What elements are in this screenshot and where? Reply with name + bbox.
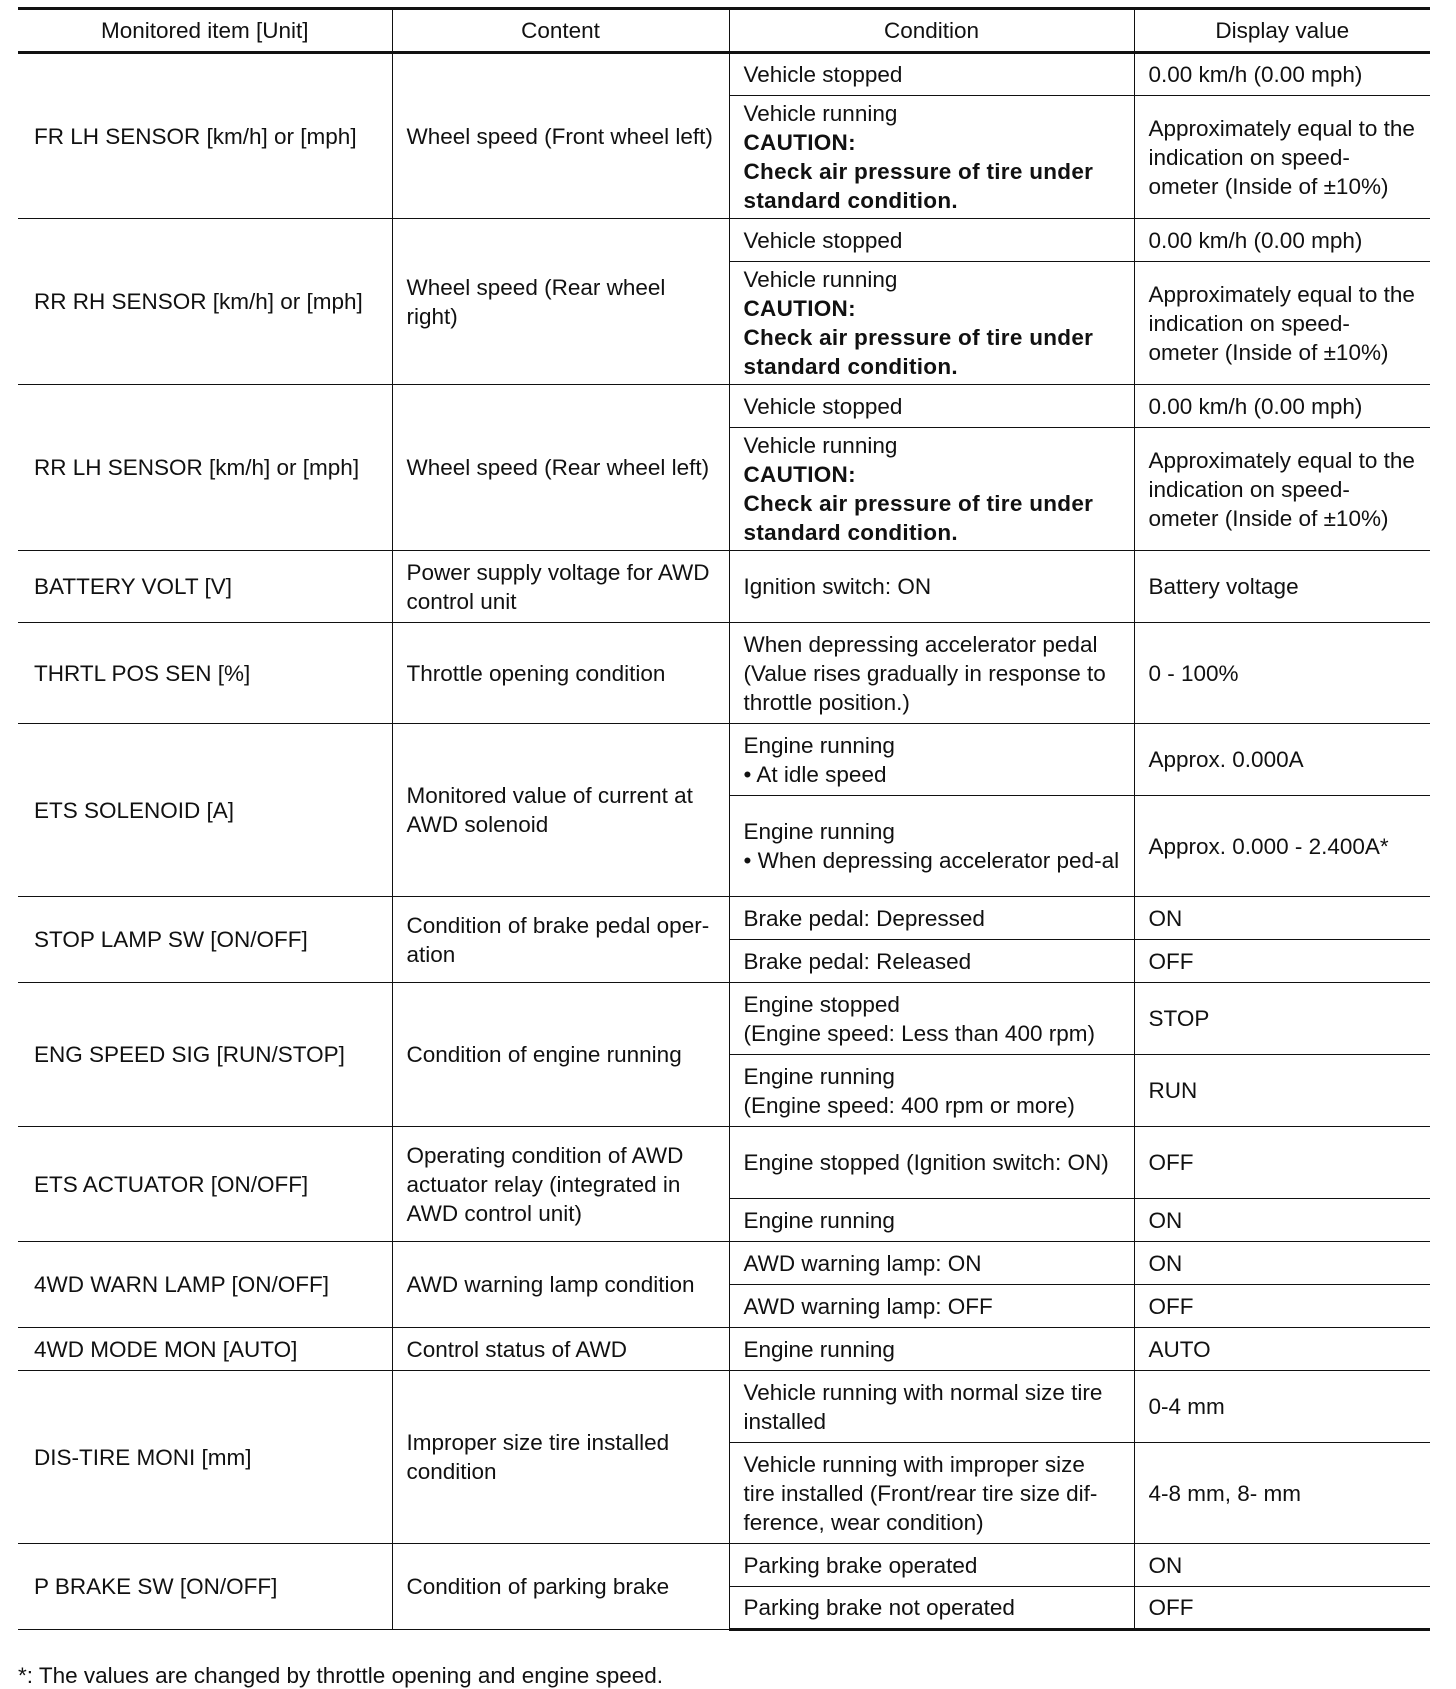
condition-cell [729, 428, 1134, 551]
condition-cell: AWD warning lamp: OFF [729, 1285, 1134, 1328]
table-row [18, 983, 1430, 1055]
content-cell: Operating condition of AWD actuator relay (integrated in AWD control unit) [392, 1127, 729, 1242]
display-value-cell: Approximately equal to the indication on speed-ometer (Inside of ±10%) [1134, 262, 1430, 385]
monitored-item-cell: 4WD MODE MON [AUTO] [18, 1328, 392, 1371]
monitored-item-cell: DIS-TIRE MONI [mm] [18, 1371, 392, 1544]
display-value-cell: STOP [1134, 983, 1430, 1055]
caution-text: Check air pressure of tire under standard condition. [743, 325, 1094, 379]
content-cell: Wheel speed (Rear wheel left) [392, 385, 729, 551]
table-header-row [18, 9, 1430, 53]
condition-cell: Brake pedal: Released [729, 940, 1134, 983]
condition-cell: AWD warning lamp: ON [729, 1242, 1134, 1285]
condition-cell [729, 724, 1134, 796]
monitored-item-cell: 4WD WARN LAMP [ON/OFF] [18, 1242, 392, 1328]
table-row [18, 1127, 1430, 1199]
table-row [18, 1544, 1430, 1587]
monitored-item-cell: ETS SOLENOID [A] [18, 724, 392, 897]
condition-subtext: (Engine speed: 400 rpm or more) [743, 1092, 1075, 1118]
content-cell: Improper size tire installed condition [392, 1371, 729, 1544]
display-value-cell: OFF [1134, 940, 1430, 983]
header-content: Content [392, 9, 729, 53]
condition-cell: Vehicle stopped [729, 385, 1134, 428]
monitored-item-cell: BATTERY VOLT [V] [18, 551, 392, 623]
condition-bullet: • At idle speed [743, 761, 887, 787]
content-cell: Control status of AWD [392, 1328, 729, 1371]
header-condition: Condition [729, 9, 1134, 53]
display-value-cell: ON [1134, 897, 1430, 940]
condition-text: Engine stopped [743, 991, 900, 1017]
condition-cell: Parking brake operated [729, 1544, 1134, 1587]
table-row [18, 1242, 1430, 1285]
condition-cell: Parking brake not operated [729, 1587, 1134, 1630]
display-value-cell: 4-8 mm, 8- mm [1134, 1443, 1430, 1544]
table-row [18, 551, 1430, 623]
condition-cell: Vehicle stopped [729, 219, 1134, 262]
content-cell: Condition of engine running [392, 983, 729, 1127]
display-value-cell: Approximately equal to the indication on speed-ometer (Inside of ±10%) [1134, 96, 1430, 219]
content-cell: Monitored value of current at AWD solenoid [392, 724, 729, 897]
display-value-cell: Battery voltage [1134, 551, 1430, 623]
monitored-item-cell: RR RH SENSOR [km/h] or [mph] [18, 219, 392, 385]
display-value-cell: OFF [1134, 1587, 1430, 1630]
monitored-item-cell: RR LH SENSOR [km/h] or [mph] [18, 385, 392, 551]
display-value-cell: RUN [1134, 1055, 1430, 1127]
condition-text: Engine running [743, 732, 895, 758]
table-row [18, 219, 1430, 262]
condition-cell [729, 796, 1134, 897]
condition-cell: Vehicle running with improper size tire installed (Front/rear tire size dif-ference, wear condition) [729, 1443, 1134, 1544]
condition-cell: Engine stopped (Ignition switch: ON) [729, 1127, 1134, 1199]
caution-label: CAUTION: [743, 130, 856, 155]
condition-text: Engine running [743, 1063, 895, 1089]
display-value-cell: AUTO [1134, 1328, 1430, 1371]
monitored-item-cell: FR LH SENSOR [km/h] or [mph] [18, 53, 392, 219]
monitored-item-cell: ETS ACTUATOR [ON/OFF] [18, 1127, 392, 1242]
display-value-cell: OFF [1134, 1127, 1430, 1199]
condition-cell: When depressing accelerator pedal (Value rises gradually in response to throttle position.) [729, 623, 1134, 724]
condition-text: Vehicle running [743, 101, 898, 126]
display-value-cell: 0.00 km/h (0.00 mph) [1134, 53, 1430, 96]
monitored-item-cell: P BRAKE SW [ON/OFF] [18, 1544, 392, 1630]
condition-cell [729, 262, 1134, 385]
content-cell: Wheel speed (Rear wheel right) [392, 219, 729, 385]
condition-cell: Vehicle running with normal size tire installed [729, 1371, 1134, 1443]
content-cell: Condition of parking brake [392, 1544, 729, 1630]
condition-text: Engine running [743, 819, 895, 844]
display-value-cell: ON [1134, 1544, 1430, 1587]
condition-cell [729, 983, 1134, 1055]
content-cell: Condition of brake pedal oper-ation [392, 897, 729, 983]
content-cell: Wheel speed (Front wheel left) [392, 53, 729, 219]
table-row [18, 1371, 1430, 1443]
condition-subtext: (Engine speed: Less than 400 rpm) [743, 1020, 1095, 1046]
display-value-cell: 0.00 km/h (0.00 mph) [1134, 219, 1430, 262]
caution-label: CAUTION: [743, 296, 856, 321]
table-row [18, 1328, 1430, 1371]
display-value-cell: ON [1134, 1199, 1430, 1242]
caution-text: Check air pressure of tire under standard condition. [743, 491, 1094, 545]
condition-cell: Ignition switch: ON [729, 551, 1134, 623]
caution-label: CAUTION: [743, 462, 856, 487]
condition-cell: Engine running [729, 1199, 1134, 1242]
condition-cell [729, 96, 1134, 219]
condition-text: Vehicle running [743, 267, 898, 292]
display-value-cell: 0 - 100% [1134, 623, 1430, 724]
monitored-item-cell: THRTL POS SEN [%] [18, 623, 392, 724]
display-value-cell: Approximately equal to the indication on speed-ometer (Inside of ±10%) [1134, 428, 1430, 551]
condition-text: Vehicle running [743, 433, 898, 458]
table-row [18, 623, 1430, 724]
condition-cell: Engine running [729, 1328, 1134, 1371]
monitored-item-cell: ENG SPEED SIG [RUN/STOP] [18, 983, 392, 1127]
content-cell: Throttle opening condition [392, 623, 729, 724]
footnote: *: The values are changed by throttle opening and engine speed. [18, 1663, 664, 1688]
condition-bullet: • When depressing accelerator ped-al [743, 848, 1120, 873]
display-value-cell: 0-4 mm [1134, 1371, 1430, 1443]
table-row [18, 385, 1430, 428]
monitor-item-table [18, 7, 1430, 1631]
display-value-cell: Approx. 0.000A [1134, 724, 1430, 796]
condition-cell: Vehicle stopped [729, 53, 1134, 96]
table-row [18, 53, 1430, 96]
monitored-item-cell: STOP LAMP SW [ON/OFF] [18, 897, 392, 983]
header-monitored-item: Monitored item [Unit] [18, 9, 392, 53]
header-display-value: Display value [1134, 9, 1430, 53]
content-cell: AWD warning lamp condition [392, 1242, 729, 1328]
display-value-cell: OFF [1134, 1285, 1430, 1328]
condition-cell: Brake pedal: Depressed [729, 897, 1134, 940]
table-row [18, 897, 1430, 940]
caution-text: Check air pressure of tire under standard condition. [743, 159, 1094, 213]
display-value-cell: Approx. 0.000 - 2.400A* [1134, 796, 1430, 897]
table-row [18, 724, 1430, 796]
condition-cell [729, 1055, 1134, 1127]
display-value-cell: ON [1134, 1242, 1430, 1285]
display-value-cell: 0.00 km/h (0.00 mph) [1134, 385, 1430, 428]
content-cell: Power supply voltage for AWD control unit [392, 551, 729, 623]
